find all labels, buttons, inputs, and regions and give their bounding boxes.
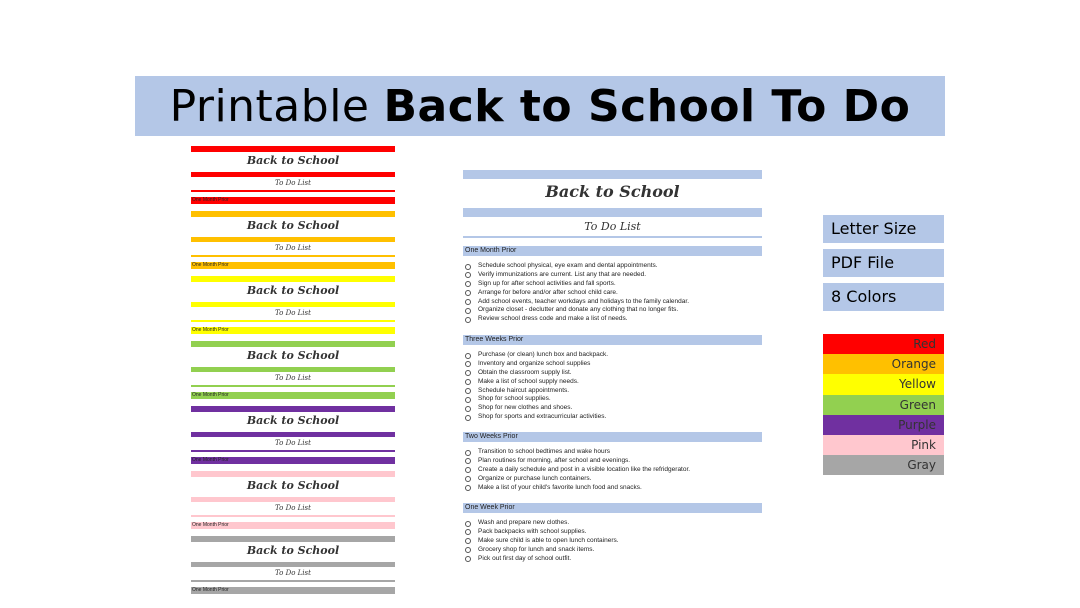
checkbox-circle-icon[interactable]: [465, 538, 471, 544]
checkbox-circle-icon[interactable]: [465, 521, 471, 527]
checklist-item: [463, 537, 762, 546]
thumbnail-section-label: One Month Prior: [192, 587, 229, 593]
thumbnail-subtitle: To Do List: [275, 309, 311, 317]
thumbnail-color-bar: [191, 385, 395, 387]
checklist-item: [463, 315, 762, 324]
checklist-item: [463, 387, 762, 396]
thumbnail-color-bar: [191, 302, 395, 307]
checkbox-circle-icon[interactable]: [465, 388, 471, 394]
legend-swatch-purple: Purple: [823, 415, 944, 435]
checklist-item-text: Schedule school physical, eye exam and dental appointments.: [478, 262, 658, 269]
thumbnail-title: Back to School: [246, 349, 340, 362]
checklist-item-text: Shop for school supplies.: [478, 395, 551, 403]
thumbnail-color-bar: [191, 341, 395, 347]
checkbox-circle-icon[interactable]: [465, 281, 471, 287]
banner: [135, 76, 945, 136]
checklist-item-text: Pick out first day of school outfit.: [478, 554, 572, 562]
checklist-item: [463, 395, 762, 404]
checkbox-circle-icon[interactable]: [465, 299, 471, 305]
checklist-item-text: Transition to school bedtimes and wake hours: [478, 448, 610, 455]
thumbnail-color-bar: [191, 562, 395, 567]
banner-title-light: Printable: [169, 80, 370, 132]
checkbox-circle-icon[interactable]: [465, 467, 471, 473]
checkbox-circle-icon[interactable]: [465, 485, 471, 491]
checklist-item-text: Organize closet - declutter and donate any clothing that no longer fits.: [478, 306, 679, 314]
thumbnail-title: Back to School: [246, 414, 340, 427]
thumbnail-color-bar: [191, 255, 395, 257]
doc-title: Back to School: [545, 182, 680, 201]
thumbnail-color-bar: [191, 146, 395, 152]
checklist-item-text: Obtain the classroom supply list.: [478, 368, 572, 376]
thumbnail-color-bar: [191, 497, 395, 502]
checkbox-circle-icon[interactable]: [465, 308, 471, 314]
thumbnail-title: Back to School: [246, 154, 340, 167]
checklist-item: [463, 519, 762, 528]
color-legend: [823, 334, 944, 475]
checklist-item-text: Sign up for after school activities and fall sports.: [478, 279, 616, 287]
checkbox-circle-icon[interactable]: [465, 370, 471, 376]
checkbox-circle-icon[interactable]: [465, 450, 471, 456]
thumbnail-section-label: One Month Prior: [192, 262, 229, 268]
color-thumbnail: [191, 534, 395, 599]
legend-swatch-yellow: Yellow: [823, 374, 944, 394]
info-color-count: 8 Colors: [823, 283, 944, 311]
checklist-item: [463, 280, 762, 289]
thumbnail-subtitle: To Do List: [275, 374, 311, 382]
thumbnail-title: Back to School: [246, 479, 340, 492]
checklist-item-text: Shop for sports and extracurricular activities.: [478, 413, 607, 421]
section-heading: Three Weeks Prior: [463, 335, 762, 345]
thumbnail-color-bar: [191, 406, 395, 412]
color-thumbnail: [191, 339, 395, 404]
checklist-item: [463, 413, 762, 422]
checklist-section: [463, 432, 762, 492]
thumbnail-color-bar: [191, 432, 395, 437]
checklist-item-text: Make sure child is able to open lunch containers.: [478, 536, 619, 544]
thumbnail-color-bar: [191, 450, 395, 452]
checklist-item: [463, 369, 762, 378]
color-thumbnail: [191, 274, 395, 339]
checkbox-circle-icon[interactable]: [465, 379, 471, 385]
todo-document: [463, 170, 763, 570]
checklist-section: [463, 246, 762, 324]
thumbnail-subtitle: To Do List: [275, 179, 311, 187]
color-thumbnail: [191, 404, 395, 469]
thumbnail-section-label: One Month Prior: [192, 522, 229, 528]
color-thumbnail: [191, 144, 395, 209]
thumbnail-color-bar: [191, 320, 395, 322]
checklist-item-text: Make a list of school supply needs.: [478, 377, 579, 385]
doc-mid-bar: [463, 208, 762, 217]
checklist-item-text: Grocery shop for lunch and snack items.: [478, 545, 595, 553]
checklist-item-text: Review school dress code and make a list of needs.: [478, 315, 628, 323]
checkbox-circle-icon[interactable]: [465, 361, 471, 367]
section-heading: Two Weeks Prior: [463, 432, 762, 442]
checklist-section: [463, 335, 762, 422]
checklist-item-text: Schedule haircut appointments.: [478, 386, 570, 394]
checkbox-circle-icon[interactable]: [465, 547, 471, 553]
checklist-item-text: Pack backpacks with school supplies.: [478, 527, 587, 535]
section-heading: One Month Prior: [463, 246, 762, 256]
thumbnail-section-label: One Month Prior: [192, 327, 229, 333]
checklist-item-text: Shop for new clothes and shoes.: [478, 404, 573, 412]
checklist-item: [463, 289, 762, 298]
checkbox-circle-icon[interactable]: [465, 317, 471, 323]
checklist-item-text: Plan routines for morning, after school and evenings.: [478, 456, 631, 464]
checklist-item-text: Inventory and organize school supplies: [478, 359, 591, 367]
checklist-item: [463, 528, 762, 537]
section-heading: One Week Prior: [463, 503, 762, 513]
thumbnail-color-bar: [191, 190, 395, 192]
checkbox-circle-icon[interactable]: [465, 556, 471, 562]
legend-swatch-red: Red: [823, 334, 944, 354]
thumbnail-section-label: One Month Prior: [192, 392, 229, 398]
checkbox-circle-icon[interactable]: [465, 458, 471, 464]
legend-swatch-orange: Orange: [823, 354, 944, 374]
thumbnail-subtitle: To Do List: [275, 439, 311, 447]
checklist-item: [463, 457, 762, 466]
info-letter-size: Letter Size: [823, 215, 944, 243]
legend-swatch-pink: Pink: [823, 435, 944, 455]
checklist-item: [463, 378, 762, 387]
thumbnail-color-bar: [191, 515, 395, 517]
checklist-item-text: Create a daily schedule and post in a visible location like the refridgerator.: [478, 465, 691, 473]
checkbox-circle-icon[interactable]: [465, 406, 471, 412]
checkbox-circle-icon[interactable]: [465, 290, 471, 296]
legend-swatch-green: Green: [823, 395, 944, 415]
thumbnail-title: Back to School: [246, 544, 340, 557]
checklist-item: [463, 360, 762, 369]
info-pdf-file: PDF File: [823, 249, 944, 277]
thumbnail-color-bar: [191, 471, 395, 477]
checklist-item: [463, 351, 762, 360]
checklist-item-text: Wash and prepare new clothes.: [478, 519, 570, 526]
doc-top-bar: [463, 170, 762, 179]
checklist-item: [463, 546, 762, 555]
checklist-item-text: Make a list of your child's favorite lunch food and snacks.: [478, 483, 642, 491]
checklist-item: [463, 306, 762, 315]
checkbox-circle-icon[interactable]: [465, 353, 471, 359]
checklist-item-text: Arrange for before and/or after school child care.: [478, 288, 618, 296]
color-thumbnails: [191, 144, 395, 600]
banner-title-bold: Back to School To Do: [383, 80, 911, 132]
thumbnail-subtitle: To Do List: [275, 244, 311, 252]
checklist-item: [463, 404, 762, 413]
thumbnail-color-bar: [191, 580, 395, 582]
checklist-item: [463, 298, 762, 307]
thumbnail-section-label: One Month Prior: [192, 197, 229, 203]
thumbnail-color-bar: [191, 172, 395, 177]
checkbox-circle-icon[interactable]: [465, 397, 471, 403]
checklist-item: [463, 555, 762, 564]
legend-swatch-gray: Gray: [823, 455, 944, 475]
checkbox-circle-icon[interactable]: [465, 415, 471, 421]
checklist-item-text: Purchase (or clean) lunch box and backpack.: [478, 351, 609, 358]
checklist-item: [463, 466, 762, 475]
color-thumbnail: [191, 469, 395, 534]
thumbnail-color-bar: [191, 536, 395, 542]
checkbox-circle-icon[interactable]: [465, 272, 471, 278]
doc-divider: [463, 236, 762, 238]
checkbox-circle-icon[interactable]: [465, 529, 471, 535]
thumbnail-title: Back to School: [246, 219, 340, 232]
checklist-item-text: Verify immunizations are current. List any that are needed.: [478, 270, 647, 278]
thumbnail-color-bar: [191, 211, 395, 217]
thumbnail-section-label: One Month Prior: [192, 457, 229, 463]
checklist-item: [463, 271, 762, 280]
checklist-item-text: Add school events, teacher workdays and holidays to the family calendar.: [478, 297, 690, 305]
checklist-item: [463, 262, 762, 271]
thumbnail-color-bar: [191, 367, 395, 372]
checkbox-circle-icon[interactable]: [465, 264, 471, 270]
color-thumbnail: [191, 209, 395, 274]
checklist-item: [463, 448, 762, 457]
thumbnail-color-bar: [191, 237, 395, 242]
checklist-section: [463, 503, 762, 563]
checkbox-circle-icon[interactable]: [465, 476, 471, 482]
checklist-item: [463, 475, 762, 484]
doc-subtitle: To Do List: [584, 220, 641, 233]
checklist-item: [463, 484, 762, 493]
thumbnail-title: Back to School: [246, 284, 340, 297]
checklist-item-text: Organize or purchase lunch containers.: [478, 474, 592, 482]
thumbnail-subtitle: To Do List: [275, 504, 311, 512]
thumbnail-subtitle: To Do List: [275, 569, 311, 577]
thumbnail-color-bar: [191, 276, 395, 282]
